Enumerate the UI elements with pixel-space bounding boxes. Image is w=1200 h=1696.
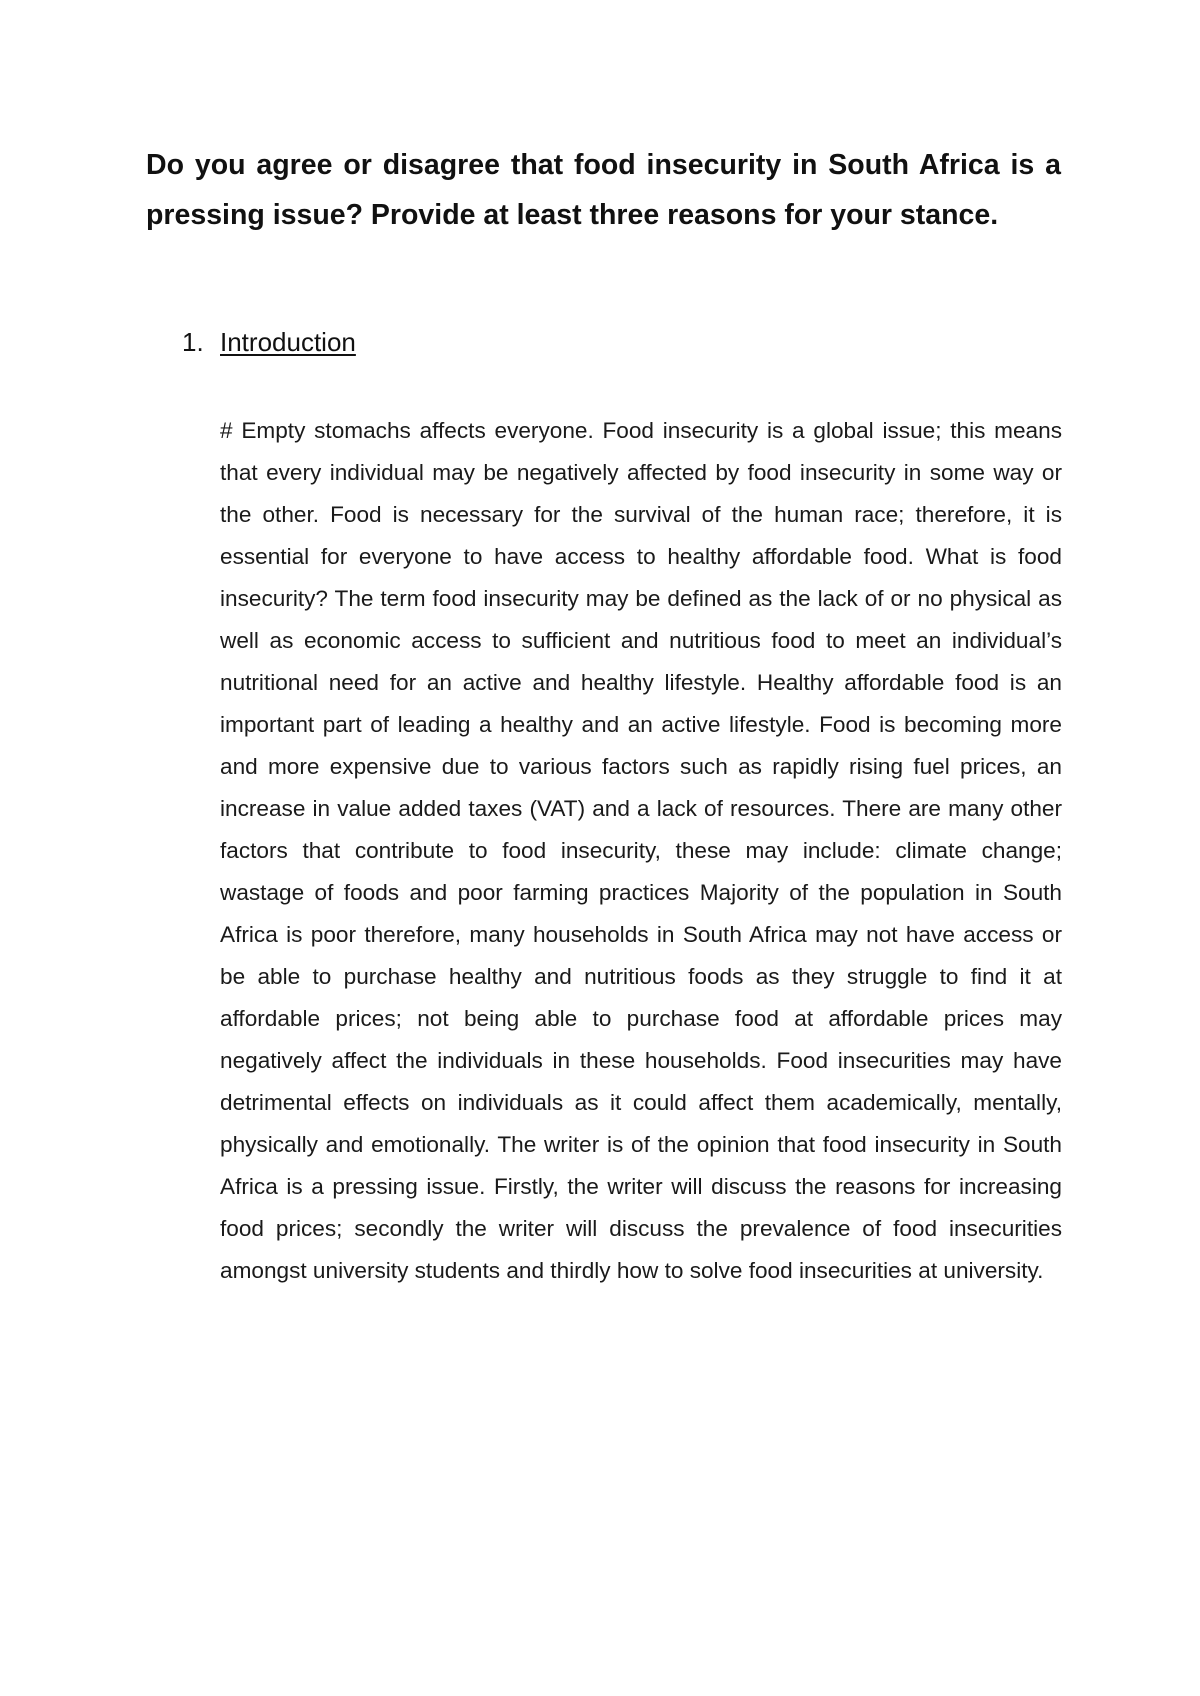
section-number: 1. <box>182 327 204 357</box>
document-title: Do you agree or disagree that food insecurity in South Africa is a pressing issue? Provide at least three reasons for your stance. <box>146 149 1061 231</box>
introduction-paragraph: # Empty stomachs affects everyone. Food insecurity is a global issue; this means that every individual may be negatively affected by food insecurity in some way or the other. Food is necessary for the survival of the human race; therefore, it is essential for everyone to have access to healthy affordable food. What is food insecurity? The term food insecurity may be defined as the lack of or no physical as well as economic access to sufficient and nutritious food to meet an individual’s nutritional need for an active and healthy lifestyle. Healthy affordable food is an important part of leading a healthy and an active lifestyle. Food is becoming more and more expensive due to various factors such as rapidly rising fuel prices, an increase in value added taxes (VAT) and a lack of resources. There are many other factors that contribute to food insecurity, these may include: climate change; wastage of foods and poor farming practices Majority of the population in South Africa is poor therefore, many households in South Africa may not have access or be able to purchase healthy and nutritious foods as they struggle to find it at affordable prices; not being able to purchase food at affordable prices may negatively affect the individuals in these households. Food insecurities may have detrimental effects on individuals as it could affect them academically, mentally, physically and emotionally. The writer is of the opinion that food insecurity in South Africa is a pressing issue. Firstly, the writer will discuss the reasons for increasing food prices; secondly the writer will discuss the prevalence of food insecurities amongst university students and thirdly how to solve food insecurities at university. <box>220 418 1062 1283</box>
section-heading-label: Introduction <box>220 327 356 357</box>
section-heading-introduction <box>182 322 356 362</box>
